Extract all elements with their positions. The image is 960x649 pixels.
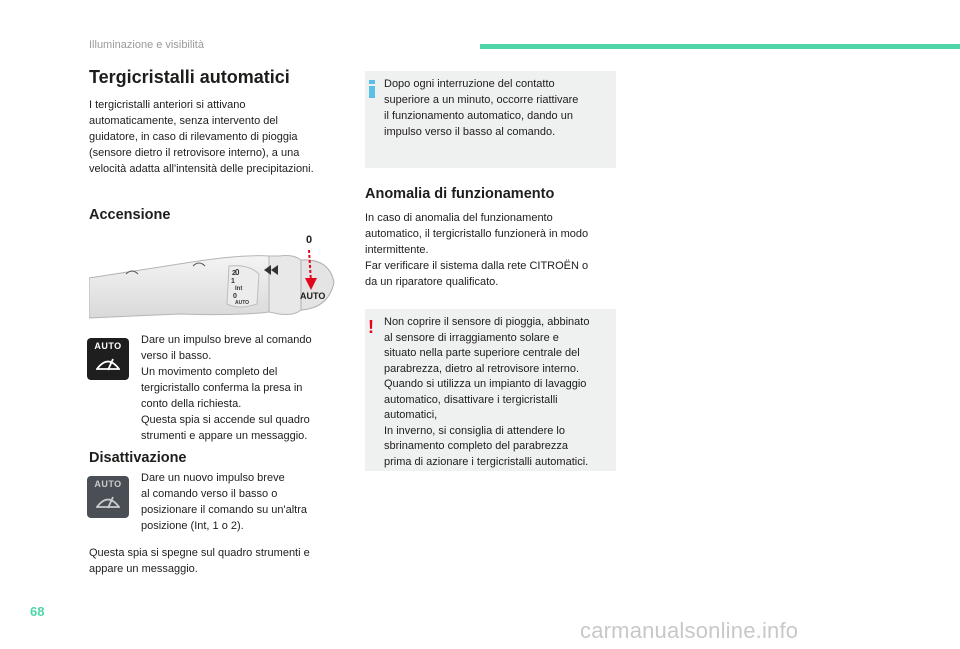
info-note-line: il funzionamento automatico, dando un	[384, 110, 573, 122]
accensione-line: Dare un impulso breve al comando	[141, 334, 312, 346]
warning-note-line: prima di azionare i tergicristalli automatici.	[384, 455, 589, 468]
anomalia-heading: Anomalia di funzionamento	[365, 186, 555, 202]
warning-note-line: parabrezza, dietro al retrovisore interno.	[384, 362, 580, 375]
anomalia-line: da un riparatore qualificato.	[365, 276, 499, 288]
accensione-line: tergicristallo conferma la presa in	[141, 382, 303, 394]
anomalia-line: Far verificare il sistema dalla rete CITROËN o	[365, 260, 589, 272]
page-number: 68	[30, 604, 45, 619]
warning-note-line: sbrinamento completo del parabrezza	[384, 440, 569, 452]
lever-label-auto: AUTO	[300, 291, 326, 301]
warning-note-line: Non coprire il sensore di pioggia, abbinato	[384, 316, 590, 328]
warning-note-text	[384, 315, 614, 470]
warning-note-line: al sensore di irraggiamento solare e	[384, 331, 559, 344]
badge-label: AUTO	[94, 341, 122, 351]
accensione-line: verso il basso.	[141, 350, 212, 362]
accensione-line: Un movimento completo del	[141, 366, 278, 378]
info-note-line: superiore a un minuto, occorre riattivare	[384, 94, 579, 106]
rewind-icon	[264, 265, 278, 275]
lever-pos-0: 0	[233, 293, 237, 300]
accensione-heading: Accensione	[89, 207, 171, 223]
intro-line: velocità adatta all'intensità delle precipitazioni.	[89, 163, 314, 175]
watermark: carmanualsonline.info	[580, 618, 799, 643]
intro-line: automaticamente, senza intervento del	[89, 115, 278, 127]
accensione-line: strumenti e appare un messaggio.	[141, 430, 308, 442]
disattivazione-line: al comando verso il basso o	[141, 488, 278, 500]
intro-line: guidatore, in caso di rilevamento di pioggia	[89, 131, 298, 143]
auto-wiper-warning-lamp-off	[87, 476, 129, 518]
disattivazione-footer-line: appare un messaggio.	[89, 563, 198, 575]
disattivazione-footer	[89, 545, 349, 577]
disattivazione-heading: Disattivazione	[89, 450, 187, 466]
page-title: Tergicristalli automatici	[89, 67, 290, 87]
lever-pos-int: Int	[235, 286, 243, 292]
warning-note-line: situato nella parte superiore centrale del	[384, 347, 580, 359]
disattivazione-text	[141, 470, 341, 534]
accensione-line: conto della richiesta.	[141, 398, 242, 410]
info-icon	[369, 80, 375, 98]
disattivazione-footer-line: Questa spia si spegne sul quadro strumenti e	[89, 547, 310, 559]
warning-note-line: Quando si utilizza un impianto di lavaggio	[384, 378, 587, 390]
wiper-icon	[96, 354, 120, 374]
accensione-text	[141, 332, 341, 444]
warning-icon: !	[368, 317, 374, 337]
lever-label-zero: 0	[306, 234, 313, 246]
intro-line: I tergicristalli anteriori si attivano	[89, 99, 246, 111]
disattivazione-line: Dare un nuovo impulso breve	[141, 472, 285, 484]
disattivazione-line: posizione (Int, 1 o 2).	[141, 520, 244, 532]
badge-label: AUTO	[94, 479, 122, 489]
lever-wiper-icon	[125, 268, 139, 276]
intro-line: (sensore dietro il retrovisore interno), a una	[89, 147, 300, 159]
warning-note-line: In inverno, si consiglia di attendere lo	[384, 424, 565, 437]
anomalia-line: In caso di anomalia del funzionamento	[365, 212, 553, 224]
info-note-line: impulso verso il basso al comando.	[384, 126, 556, 138]
anomalia-line: intermittente.	[365, 244, 429, 256]
lever-ring-zero: 0	[235, 268, 240, 277]
down-arrow-icon	[304, 248, 318, 292]
anomalia-line: automatico, il tergicristallo funzionerà in modo	[365, 228, 589, 240]
disattivazione-line: posizionare il comando su un'altra	[141, 504, 307, 516]
anomalia-text	[365, 210, 620, 290]
lever-pos-2: 2	[232, 270, 236, 277]
auto-wiper-warning-lamp-on	[87, 338, 129, 380]
wiper-icon	[96, 492, 120, 512]
info-note-text	[384, 76, 612, 140]
info-note-line: Dopo ogni interruzione del contatto	[384, 78, 555, 90]
lever-pos-auto: AUTO	[235, 300, 250, 306]
wiper-lever-illustration	[89, 230, 337, 330]
lever-wiper-icon	[192, 260, 206, 268]
warning-note-line: automatici,	[384, 409, 438, 421]
warning-note-line: automatico, disattivare i tergicristalli	[384, 393, 558, 406]
header-accent-bar	[480, 44, 960, 49]
intro-paragraph	[89, 97, 349, 177]
running-header: Illuminazione e visibilità	[89, 39, 204, 51]
accensione-line: Questa spia si accende sul quadro	[141, 414, 310, 426]
lever-pos-1: 1	[231, 278, 235, 285]
